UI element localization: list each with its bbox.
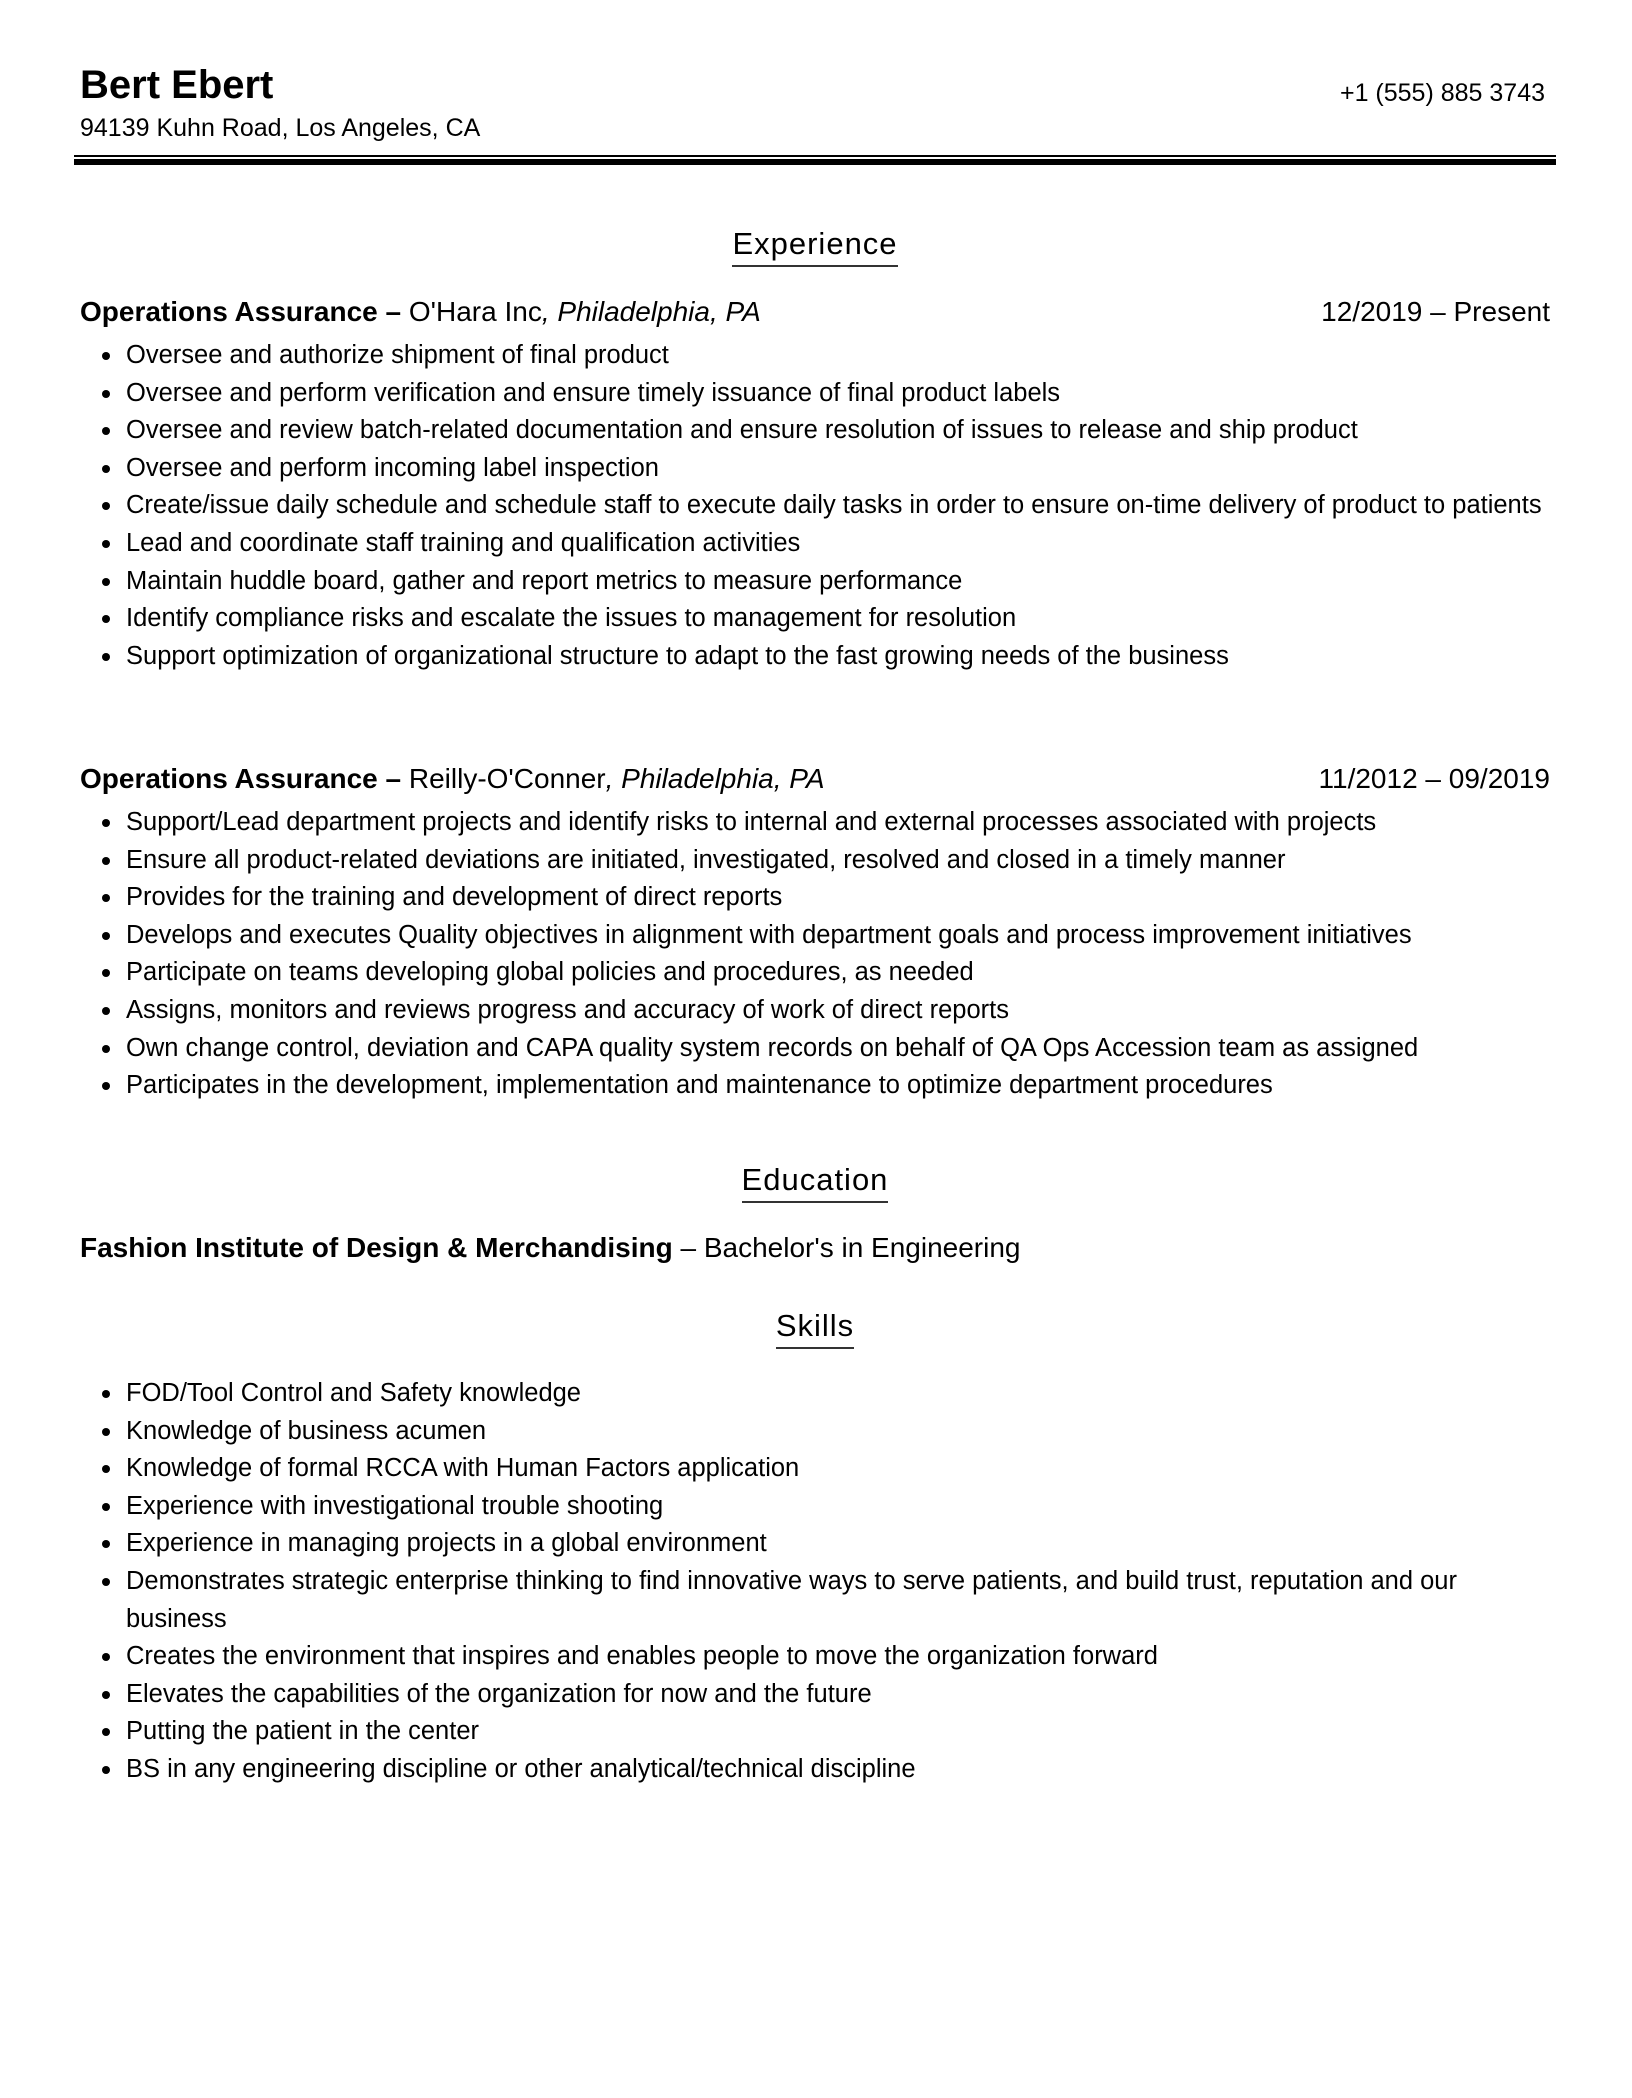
job-1-bullets <box>80 337 1550 675</box>
list-item: Oversee and review batch-related documentation and ensure resolution of issues to release and ship product <box>80 412 1550 450</box>
job-2-bullets <box>80 804 1550 1105</box>
list-item: Elevates the capabilities of the organization for now and the future <box>80 1676 1550 1714</box>
list-item: Experience in managing projects in a global environment <box>80 1525 1550 1563</box>
job-location: , Philadelphia, PA <box>605 763 825 794</box>
school-name: Fashion Institute of Design & Merchandising <box>80 1232 673 1263</box>
header-divider-thin <box>74 155 1556 157</box>
list-item: Oversee and authorize shipment of final product <box>80 337 1550 375</box>
job-company: Reilly-O'Conner <box>401 763 606 794</box>
job-header-2 <box>80 761 1550 797</box>
candidate-phone: +1 (555) 885 3743 <box>1339 79 1545 107</box>
list-item: Experience with investigational trouble shooting <box>80 1488 1550 1526</box>
list-item: Participate on teams developing global policies and procedures, as needed <box>80 954 1550 992</box>
skills-list <box>80 1375 1550 1789</box>
candidate-address: 94139 Kuhn Road, Los Angeles, CA <box>80 114 481 142</box>
list-item: Lead and coordinate staff training and qualification activities <box>80 525 1550 563</box>
list-item: Creates the environment that inspires and enables people to move the organization forward <box>80 1638 1550 1676</box>
list-item: Putting the patient in the center <box>80 1713 1550 1751</box>
skills-heading: Skills <box>80 1306 1550 1349</box>
job-dates: 12/2019 – Present <box>1321 296 1550 327</box>
list-item: BS in any engineering discipline or other analytical/technical discipline <box>80 1751 1550 1789</box>
list-item: Oversee and perform incoming label inspection <box>80 450 1550 488</box>
job-company: O'Hara Inc <box>401 296 542 327</box>
list-item: Provides for the training and development of direct reports <box>80 879 1550 917</box>
resume-header <box>80 60 1550 168</box>
candidate-name: Bert Ebert <box>80 63 274 107</box>
list-item: Create/issue daily schedule and schedule staff to execute daily tasks in order to ensure on-time delivery of product to patients <box>80 487 1550 525</box>
job-location: , Philadelphia, PA <box>541 296 761 327</box>
list-item: Demonstrates strategic enterprise thinking to find innovative ways to serve patients, and build trust, reputation and our business <box>80 1563 1550 1638</box>
list-item: Oversee and perform verification and ensure timely issuance of final product labels <box>80 375 1550 413</box>
job-title: Operations Assurance – <box>80 763 402 794</box>
list-item: Identify compliance risks and escalate the issues to management for resolution <box>80 600 1550 638</box>
list-item: Develops and executes Quality objectives in alignment with department goals and process improvement initiatives <box>80 917 1550 955</box>
education-heading: Education <box>80 1160 1550 1203</box>
list-item: Ensure all product-related deviations are initiated, investigated, resolved and closed in a timely manner <box>80 842 1550 880</box>
list-item: Support optimization of organizational structure to adapt to the fast growing needs of the business <box>80 638 1550 676</box>
list-item: Assigns, monitors and reviews progress and accuracy of work of direct reports <box>80 992 1550 1030</box>
list-item: Own change control, deviation and CAPA quality system records on behalf of QA Ops Accession team as assigned <box>80 1030 1550 1068</box>
job-title: Operations Assurance – <box>80 296 402 327</box>
list-item: Knowledge of business acumen <box>80 1413 1550 1451</box>
list-item: Knowledge of formal RCCA with Human Factors application <box>80 1450 1550 1488</box>
header-divider-thick <box>74 159 1556 165</box>
list-item: FOD/Tool Control and Safety knowledge <box>80 1375 1550 1413</box>
job-dates: 11/2012 – 09/2019 <box>1318 763 1550 794</box>
job-header-1 <box>80 294 1550 330</box>
list-item: Support/Lead department projects and identify risks to internal and external processes associated with projects <box>80 804 1550 842</box>
list-item: Participates in the development, implementation and maintenance to optimize department procedures <box>80 1067 1550 1105</box>
list-item: Maintain huddle board, gather and report metrics to measure performance <box>80 563 1550 601</box>
degree: – Bachelor's in Engineering <box>672 1232 1021 1263</box>
experience-heading: Experience <box>80 224 1550 267</box>
education-entry <box>80 1230 1021 1266</box>
